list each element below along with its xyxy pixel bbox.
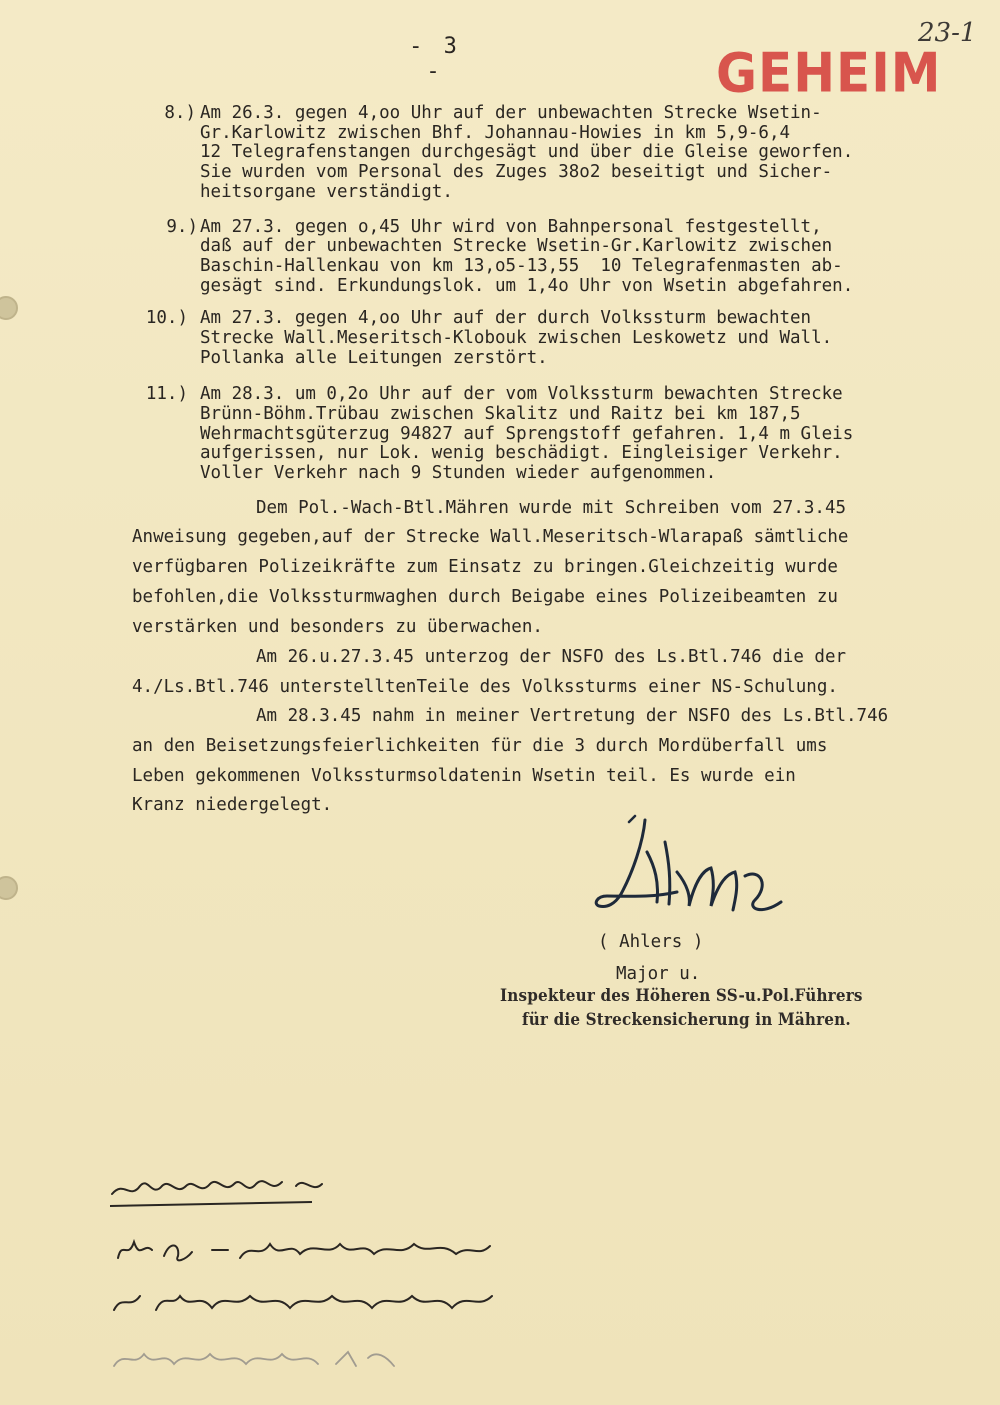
text-line: 4./Ls.Btl.746 unterstelltenTeile des Volkssturms einer NS-Schulung.: [132, 677, 838, 697]
handwritten-note: [100, 1160, 600, 1400]
incident-list: [0, 104, 1000, 491]
text-line: Pollanka alle Leitungen zerstört.: [200, 347, 548, 368]
text-line: Am 27.3. gegen 4,oo Uhr auf der durch Volkssturm bewachten: [200, 308, 812, 329]
item-number: 9.): [166, 216, 198, 237]
page-number: - 3 -: [409, 34, 461, 84]
text-line: 12 Telegrafenstangen durchgesägt und über die Gleise geworfen.: [200, 142, 854, 163]
text-line: verfügbaren Polizeikräfte zum Einsatz zu bringen.Gleichzeitig wurde: [132, 557, 838, 577]
text-line: Kranz niedergelegt.: [132, 795, 333, 815]
text-line: Anweisung gegeben,auf der Strecke Wall.Meseritsch-Wlarapaß sämtliche: [132, 527, 849, 547]
text-line: Dem Pol.-Wach-Btl.Mähren wurde mit Schreiben vom 27.3.45: [256, 498, 847, 518]
item-text: [200, 309, 990, 368]
text-line: Baschin-Hallenkau von km 13,o5-13,55 10 Telegrafenmasten ab-: [200, 255, 843, 276]
text-line: Strecke Wall.Meseritsch-Klobouk zwischen Leskowetz und Wall.: [200, 327, 833, 348]
text-line: daß auf der unbewachten Strecke Wsetin-Gr.Karlowitz zwischen: [200, 236, 833, 257]
item-text: [200, 385, 990, 483]
text-line: Voller Verkehr nach 9 Stunden wieder aufgenommen.: [200, 463, 717, 484]
office-stamp-line: Inspekteur des Höheren SS-u.Pol.Führers: [500, 986, 863, 1005]
text-line: Am 28.3. um 0,2o Uhr auf der vom Volkssturm bewachten Strecke: [200, 384, 843, 405]
text-line: Am 27.3. gegen o,45 Uhr wird von Bahnpersonal festgestellt,: [200, 216, 822, 237]
text-line: verstärken und besonders zu überwachen.: [132, 617, 543, 637]
text-line: an den Beisetzungsfeierlichkeiten für die 3 durch Mordüberfall ums: [132, 736, 828, 756]
text-line: befohlen,die Volkssturmwaghen durch Beigabe eines Polizeibeamten zu: [132, 587, 838, 607]
punch-hole: [0, 876, 18, 900]
office-stamp-line: für die Streckensicherung in Mähren.: [522, 1010, 851, 1029]
text-line: Gr.Karlowitz zwischen Bhf. Johannau-Howies in km 5,9-6,4: [200, 122, 791, 143]
item-text: [200, 218, 990, 297]
signatory-name: ( Ahlers ): [598, 932, 704, 952]
text-line: Wehrmachtsgüterzug 94827 auf Sprengstoff gefahren. 1,4 m Gleis: [200, 423, 854, 444]
item-number: 10.): [145, 308, 188, 329]
list-item: [0, 104, 1000, 203]
text-line: Sie wurden vom Personal des Zuges 38o2 beseitigt und Sicher-: [200, 162, 833, 183]
text-line: gesägt sind. Erkundungslok. um 1,4o Uhr von Wsetin abgefahren.: [200, 275, 854, 296]
text-line: heitsorgane verständigt.: [200, 181, 453, 202]
folio-mark: 23-1: [918, 18, 977, 48]
text-line: Am 26.3. gegen 4,oo Uhr auf der unbewachten Strecke Wsetin-: [200, 103, 822, 123]
text-line: Am 28.3.45 nahm in meiner Vertretung der NSFO des Ls.Btl.746: [256, 706, 889, 726]
item-number: 11.): [145, 384, 188, 405]
signatory-rank: Major u.: [616, 964, 701, 984]
item-text: [200, 104, 990, 202]
geheim-stamp: GEHEIM: [716, 41, 942, 105]
list-item: [0, 218, 1000, 297]
text-line: Leben gekommenen Volkssturmsoldatenin Wsetin teil. Es wurde ein: [132, 766, 796, 786]
text-line: aufgerissen, nur Lok. wenig beschädigt. Eingleisiger Verkehr.: [200, 443, 843, 464]
text-line: Brünn-Böhm.Trübau zwischen Skalitz und Raitz bei km 187,5: [200, 404, 801, 425]
text-line: Am 26.u.27.3.45 unterzog der NSFO des Ls.Btl.746 die der: [256, 647, 847, 667]
handwritten-signature: [585, 812, 795, 932]
list-item: [0, 385, 1000, 484]
item-number: 8.): [164, 103, 196, 123]
list-item: [0, 309, 1000, 368]
